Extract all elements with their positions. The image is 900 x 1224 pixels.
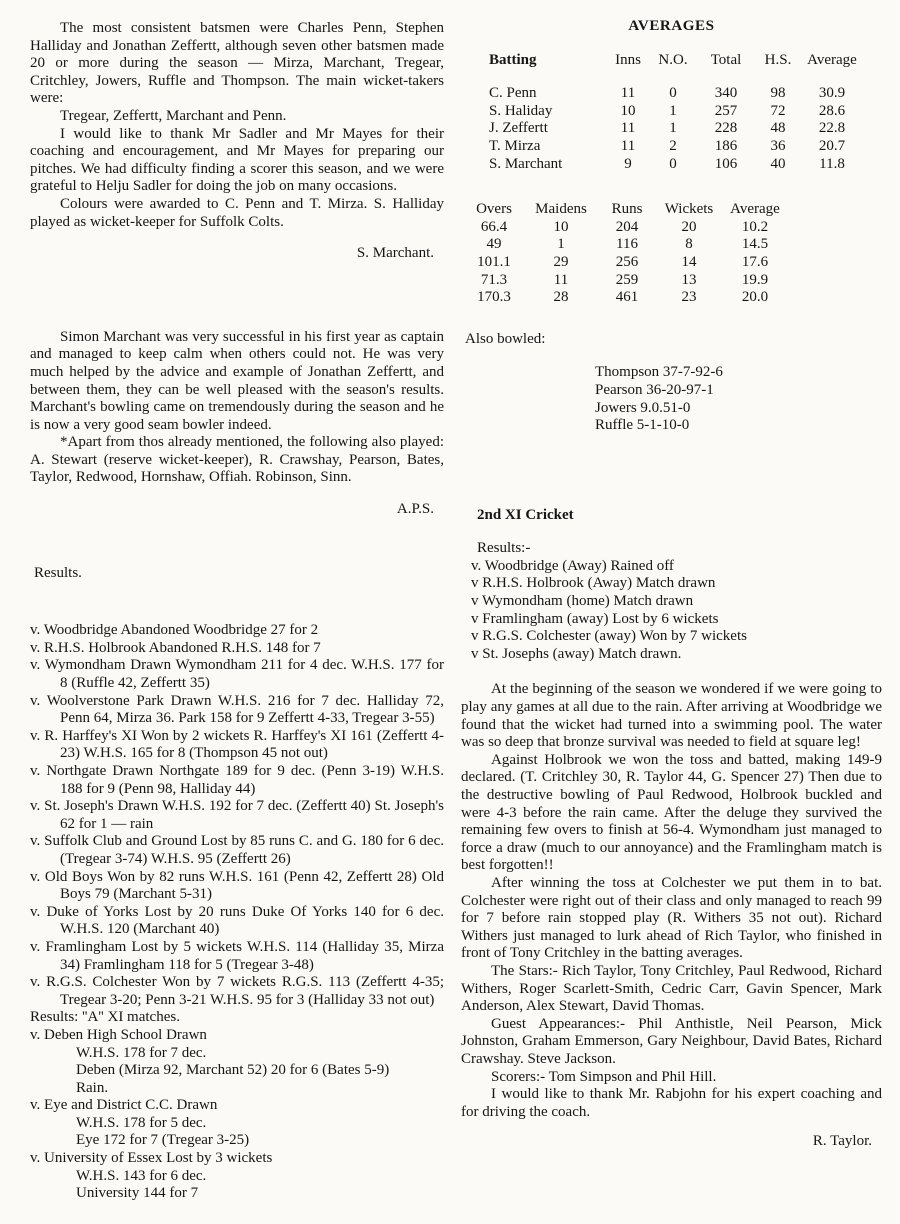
second-xi-result-line: v Framlingham (away) Lost by 6 wickets bbox=[471, 610, 719, 627]
batting-cell: 40 bbox=[770, 155, 786, 172]
bowling-cell: 8 bbox=[685, 236, 693, 253]
result-subline: Eye 172 for 7 (Tregear 3-25) bbox=[76, 1132, 250, 1149]
result-subline: University 144 for 7 bbox=[76, 1185, 199, 1202]
batting-cell: 186 bbox=[714, 137, 738, 154]
signature-marchant: S. Marchant. bbox=[356, 245, 434, 262]
bowling-cell: 10 bbox=[553, 218, 569, 235]
batting-cell: 9 bbox=[624, 155, 632, 172]
report-paragraph: Scorers:- Tom Simpson and Phil Hill. bbox=[491, 1068, 717, 1085]
batting-cell: 48 bbox=[770, 120, 786, 137]
bowling-header-cell: Overs bbox=[476, 201, 512, 218]
bowling-cell: 13 bbox=[681, 271, 697, 288]
batting-header-cell: N.O. bbox=[658, 51, 688, 68]
second-xi-result-line: v Wymondham (home) Match drawn bbox=[471, 593, 694, 610]
result-subline: Deben (Mirza 92, Marchant 52) 20 for 6 (Bates 5-9) bbox=[76, 1062, 390, 1079]
batting-cell: 340 bbox=[714, 85, 738, 102]
bowling-cell: 11 bbox=[553, 271, 569, 288]
batting-cell: 72 bbox=[770, 102, 786, 119]
bowling-cell: 66.4 bbox=[480, 218, 508, 235]
signature-aps: A.P.S. bbox=[396, 501, 434, 518]
batting-cell: J. Zeffertt bbox=[489, 120, 548, 137]
bowling-cell: 29 bbox=[553, 253, 569, 270]
batting-cell: S. Haliday bbox=[489, 102, 553, 119]
batting-cell: 28.6 bbox=[818, 102, 846, 119]
paragraph-colours: Colours were awarded to C. Penn and T. Mirza. S. Halliday played as wicket-keeper for Suffolk Colts. bbox=[30, 195, 444, 230]
bowling-row bbox=[465, 254, 787, 272]
bowling-averages-table bbox=[465, 201, 787, 307]
batting-row bbox=[489, 156, 863, 174]
also-bowled-line: Pearson 36-20-97-1 bbox=[595, 381, 714, 398]
result-item: v. R. Harffey's XI Won by 2 wickets R. Harffey's XI 161 (Zeffertt 4-23) W.H.S. 165 for 8 (Thompson 45 not out) bbox=[30, 727, 444, 762]
also-bowled-list bbox=[595, 364, 882, 434]
bowling-cell: 256 bbox=[615, 253, 639, 270]
report-paragraph: Guest Appearances:- Phil Anthistle, Neil Pearson, Mick Johnston, Graham Emmerson, Gary Neighbour, David Bates, Richard Crawshay. Steve Jackson. bbox=[461, 1015, 882, 1067]
paragraph-batsmen: The most consistent batsmen were Charles Penn, Stephen Halliday and Jonathan Zeffertt, although seven other batsmen made 20 or more during the season — Mirza, Marchant, Tregear, Critchley, Jowers, Ruffle and Thompson. The main wicket-takers were: bbox=[30, 20, 444, 107]
result-item: v. R.G.S. Colchester Won by 7 wickets R.G.S. 113 (Zeffertt 4-35; Tregear 3-20; Penn 3-21 W.H.S. 95 for 3 (Halliday 33 not out) bbox=[30, 974, 444, 1008]
batting-cell: S. Marchant bbox=[489, 155, 563, 172]
batting-cell: 11 bbox=[620, 85, 636, 102]
result-item: v. St. Joseph's Drawn W.H.S. 192 for 7 dec. (Zeffertt 40) St. Joseph's 62 for 1 — rain bbox=[30, 798, 444, 832]
bowling-header-cell: Average bbox=[730, 201, 780, 218]
result-subline: Rain. bbox=[76, 1079, 109, 1096]
bowling-cell: 116 bbox=[616, 236, 638, 253]
result-item: v. Framlingham Lost by 5 wickets W.H.S. 114 (Halliday 35, Mirza 34) Framlingham 118 for 5 (Tregear 3-48) bbox=[30, 938, 444, 973]
batting-header-cell: Batting bbox=[489, 51, 537, 68]
batting-cell: 0 bbox=[669, 85, 677, 102]
result-item: v. Northgate Drawn Northgate 189 for 9 dec. (Penn 3-19) W.H.S. 188 for 9 (Penn 98, Halliday 44) bbox=[30, 763, 444, 797]
batting-header-cell: H.S. bbox=[764, 51, 792, 68]
batting-cell: T. Mirza bbox=[489, 137, 541, 154]
batting-cell: 1 bbox=[669, 120, 677, 137]
bowling-header-row bbox=[465, 201, 787, 219]
bowling-row bbox=[465, 236, 787, 254]
bowling-cell: 49 bbox=[486, 236, 502, 253]
batting-cell: 11 bbox=[620, 120, 636, 137]
bowling-row bbox=[465, 219, 787, 237]
second-xi-report bbox=[461, 681, 882, 1121]
results-heading: Results. bbox=[34, 564, 82, 581]
bowling-cell: 10.2 bbox=[741, 218, 769, 235]
batting-row bbox=[489, 103, 863, 121]
batting-cell: 98 bbox=[770, 85, 786, 102]
bowling-cell: 259 bbox=[615, 271, 639, 288]
bowling-row bbox=[465, 289, 787, 307]
batting-header-cell: Average bbox=[807, 51, 857, 68]
batting-header-cell: Inns bbox=[615, 51, 641, 68]
second-xi-heading: 2nd XI Cricket bbox=[477, 506, 574, 523]
batting-cell: 36 bbox=[770, 137, 786, 154]
batting-cell: 0 bbox=[669, 155, 677, 172]
batting-cell: 30.9 bbox=[818, 85, 846, 102]
bowling-cell: 28 bbox=[553, 289, 569, 306]
second-xi-results-list bbox=[471, 558, 882, 664]
result-subline: W.H.S. 143 for 6 dec. bbox=[76, 1167, 207, 1184]
result-item: v. Duke of Yorks Lost by 20 runs Duke Of Yorks 140 for 6 dec. W.H.S. 120 (Marchant 40) bbox=[30, 903, 444, 938]
result-item: v. Deben High School Drawn W.H.S. 178 for 7 dec. Deben (Mirza 92, Marchant 52) 20 for 6 (Bates 5-9) Rain. bbox=[30, 1027, 444, 1097]
batting-header-cell: Total bbox=[710, 51, 742, 68]
also-bowled-line: Ruffle 5-1-10-0 bbox=[595, 417, 690, 434]
batting-row bbox=[489, 120, 863, 138]
result-item: v. Wymondham Drawn Wymondham 211 for 4 dec. W.H.S. 177 for 8 (Ruffle 42, Zeffertt 35) bbox=[30, 657, 444, 692]
paragraph-captain: Simon Marchant was very successful in his first year as captain and managed to keep calm when others could not. He was very much helped by the advice and example of Jonathan Zeffertt, and between them, they can be well pleased with the season's results. Marchant's bowling came on tremendously during the season and he is now a very good seam bowler indeed. bbox=[30, 328, 444, 433]
second-xi-results-label: Results:- bbox=[477, 540, 531, 557]
bowling-cell: 17.6 bbox=[741, 253, 769, 270]
report-paragraph: Against Holbrook we won the toss and batted, making 149-9 declared. (T. Critchley 30, R. Taylor 44, G. Spencer 27) Then due to the destructive bowling of Paul Redwood, Holbrook buckled and were 4-3 before the rain came. After the deluge they survived the remaining few overs to finish at 56-4. Wymondham just managed to force a draw (much to our annoyance) and the Framlingham match is best forgotten!! bbox=[461, 751, 882, 874]
batting-cell: 20.7 bbox=[818, 137, 846, 154]
second-xi-result-line: v R.H.S. Holbrook (Away) Match drawn bbox=[471, 575, 716, 592]
result-item: v. Woodbridge Abandoned Woodbridge 27 for 2 bbox=[30, 622, 319, 639]
wicket-takers-line: Tregear, Zeffertt, Marchant and Penn. bbox=[60, 107, 287, 124]
batting-cell: 22.8 bbox=[818, 120, 846, 137]
also-bowled-label: Also bowled: bbox=[465, 330, 546, 347]
bowling-cell: 71.3 bbox=[480, 271, 508, 288]
result-item: v. Eye and District C.C. Drawn W.H.S. 178 for 5 dec. Eye 172 for 7 (Tregear 3-25) bbox=[30, 1097, 444, 1150]
result-item: v. R.H.S. Holbrook Abandoned R.H.S. 148 for 7 bbox=[30, 639, 321, 656]
batting-cell: 10 bbox=[620, 102, 636, 119]
bowling-cell: 20 bbox=[681, 218, 697, 235]
result-item: v. University of Essex Lost by 3 wickets W.H.S. 143 for 6 dec. University 144 for 7 bbox=[30, 1150, 444, 1203]
batting-header-row bbox=[489, 52, 863, 86]
report-paragraph: At the beginning of the season we wondered if we were going to play any games at all due to the rain. After arriving at Woodbridge we found that the wicket had turned into a swimming pool. The water was so deep that bronze survival was needed to field at square leg! bbox=[461, 681, 882, 751]
results-list bbox=[30, 622, 444, 1203]
right-column bbox=[461, 18, 882, 1151]
second-xi-result-line: v. Woodbridge (Away) Rained off bbox=[471, 557, 674, 574]
batting-row bbox=[489, 85, 863, 103]
bowling-cell: 1 bbox=[557, 236, 565, 253]
bowling-cell: 101.1 bbox=[477, 253, 511, 270]
result-subline: W.H.S. 178 for 7 dec. bbox=[76, 1044, 207, 1061]
bowling-row bbox=[465, 272, 787, 290]
result-subline: W.H.S. 178 for 5 dec. bbox=[76, 1114, 207, 1131]
batting-cell: 257 bbox=[714, 102, 738, 119]
paragraph-thanks: I would like to thank Mr Sadler and Mr Mayes for their coaching and encouragement, and Mr Mayes for preparing our pitches. We had difficulty finding a scorer this season, and we were grateful to Helju Sadler for doing the job on many occasions. bbox=[30, 125, 444, 195]
result-item: v. Old Boys Won by 82 runs W.H.S. 161 (Penn 42, Zeffertt 28) Old Boys 79 (Marchant 5-31) bbox=[30, 868, 444, 903]
batting-cell: 11.8 bbox=[819, 155, 845, 172]
batting-cell: 2 bbox=[669, 137, 677, 154]
second-xi-result-line: v St. Josephs (away) Match drawn. bbox=[471, 645, 682, 662]
batting-cell: 11 bbox=[620, 137, 636, 154]
bowling-cell: 170.3 bbox=[477, 289, 511, 306]
batting-cell: C. Penn bbox=[489, 85, 537, 102]
bowling-cell: 204 bbox=[615, 218, 639, 235]
also-bowled-line: Thompson 37-7-92-6 bbox=[595, 364, 723, 381]
bowling-cell: 19.9 bbox=[741, 271, 769, 288]
bowling-cell: 14.5 bbox=[741, 236, 769, 253]
signature-taylor: R. Taylor. bbox=[812, 1133, 872, 1150]
batting-averages-table bbox=[489, 52, 863, 174]
second-xi-result-line: v R.G.S. Colchester (away) Won by 7 wickets bbox=[471, 628, 747, 645]
report-paragraph: The Stars:- Rich Taylor, Tony Critchley, Paul Redwood, Richard Withers, Roger Scarlett-Smith, Cedric Carr, Gavin Spencer, Mark Anderson, Alex Stewart, David Thomas. bbox=[461, 962, 882, 1015]
paragraph-also-played: *Apart from thos already mentioned, the following also played: A. Stewart (reserve wicket-keeper), R. Crawshay, Pearson, Bates, Taylor, Redwood, Hornshaw, Offiah. Robinson, Sinn. bbox=[30, 434, 444, 486]
result-item: v. Suffolk Club and Ground Lost by 85 runs C. and G. 180 for 6 dec. (Tregear 3-74) W.H.S. 95 (Zeffertt 26) bbox=[30, 833, 444, 867]
left-column bbox=[30, 20, 444, 1203]
bowling-cell: 20.0 bbox=[741, 289, 769, 306]
bowling-header-cell: Maidens bbox=[535, 201, 587, 218]
also-bowled-line: Jowers 9.0.51-0 bbox=[595, 399, 691, 416]
bowling-header-cell: Runs bbox=[611, 201, 643, 218]
bowling-header-cell: Wickets bbox=[664, 201, 714, 218]
bowling-cell: 14 bbox=[681, 253, 697, 270]
batting-cell: 106 bbox=[714, 155, 738, 172]
report-paragraph: After winning the toss at Colchester we put them in to bat. Colchester were right out of their class and only managed to reach 99 for 7 before rain stopped play (R. Withers 35 not out). Richard Withers just managed to lurk ahead of Rich Taylor, who finished in front of Tony Critchley in the batting averages. bbox=[461, 874, 882, 962]
result-item: v. Woolverstone Park Drawn W.H.S. 216 for 7 dec. Halliday 72, Penn 64, Mirza 36. Park 158 for 9 Zeffertt 4-33, Tregear 3-55) bbox=[30, 692, 444, 727]
batting-cell: 228 bbox=[714, 120, 738, 137]
batting-row bbox=[489, 138, 863, 156]
batting-cell: 1 bbox=[669, 102, 677, 119]
bowling-cell: 461 bbox=[615, 289, 639, 306]
report-paragraph: I would like to thank Mr. Rabjohn for his expert coaching and for driving the coach. bbox=[461, 1086, 882, 1120]
averages-title: AVERAGES bbox=[628, 18, 715, 34]
result-item: Results: ''A'' XI matches. bbox=[30, 1009, 180, 1026]
bowling-cell: 23 bbox=[681, 289, 697, 306]
